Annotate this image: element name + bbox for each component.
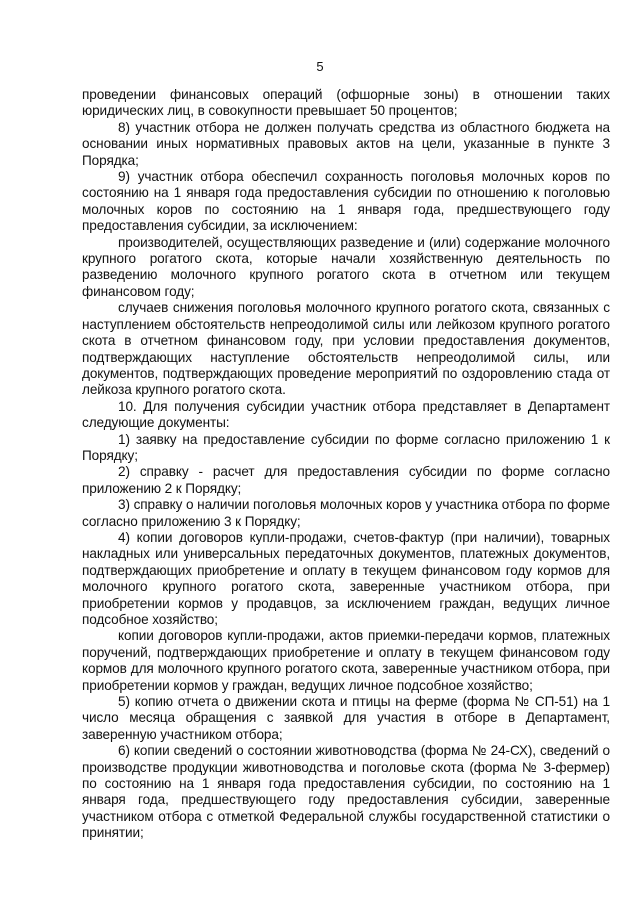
- paragraph: 10. Для получения субсидии участник отбора представляет в Департамент следующие документы:: [82, 398, 610, 431]
- paragraph: 3) справку о наличии поголовья молочных коров у участника отбора по форме согласно приложению 3 к Порядку;: [82, 497, 610, 529]
- document-body: [82, 87, 610, 842]
- paragraph: 6) копии сведений о состоянии животноводства (форма № 24-СХ), сведений о производстве продукции животноводства и поголовье скота (форма № 3-фермер) по состоянию на 1 января года предоставления субсидии, по состоянию на 1 января года, предшествующего году предоставления субсидии, заверенные участником отбора с отметкой Федеральной службы государственной статистики о принятии;: [82, 743, 610, 841]
- paragraph: 2) справку - расчет для предоставления субсидии по форме согласно приложению 2 к Порядку;: [82, 464, 610, 496]
- paragraph: 9) участник отбора обеспечил сохранность поголовья молочных коров по состоянию на 1 января года предоставления субсидии по отношению к поголовью молочных коров по состоянию на 1 января года, предшествующего году предоставления субсидии, за исключением:: [82, 169, 610, 234]
- paragraph: 1) заявку на предоставление субсидии по форме согласно приложению 1 к Порядку;: [82, 431, 610, 463]
- paragraph: случаев снижения поголовья молочного крупного рогатого скота, связанных с наступлением обстоятельств непреодолимой силы или лейкозом крупного рогатого скота в отчетном финансовом году, при условии предоставления документов, подтверждающих наступление обстоятельств непреодолимой силы, или документов, подтверждающих проведение мероприятий по оздоровлению стада от лейкоза крупного рогатого скота.: [82, 300, 610, 398]
- paragraph: 5) копию отчета о движении скота и птицы на ферме (форма № СП-51) на 1 число месяца обращения с заявкой для участия в отборе в Департамент, заверенную участником отбора;: [82, 694, 610, 742]
- paragraph: проведении финансовых операций (офшорные зоны) в отношении таких юридических лиц, в совокупности превышает 50 процентов;: [82, 87, 610, 119]
- page-number: 5: [316, 59, 324, 74]
- paragraph: копии договоров купли-продажи, актов приемки-передачи кормов, платежных поручений, подтверждающих приобретение и оплату в текущем финансовом году кормов для молочного крупного рогатого скота, заверенные участником отбора, при приобретении кормов у граждан, ведущих личное подсобное хозяйство;: [82, 628, 610, 693]
- paragraph: производителей, осуществляющих разведение и (или) содержание молочного крупного рогатого скота, которые начали хозяйственную деятельность по разведению молочного крупного рогатого скота в отчетном или текущем финансовом году;: [82, 234, 610, 299]
- paragraph: 4) копии договоров купли-продажи, счетов-фактур (при наличии), товарных накладных или универсальных передаточных документов, платежных документов, подтверждающих приобретение и оплату в текущем финансовом году кормов для молочного крупного рогатого скота, заверенные участником отбора, при приобретении кормов у продавцов, за исключением граждан, ведущих личное подсобное хозяйство;: [82, 529, 610, 627]
- paragraph: 8) участник отбора не должен получать средства из областного бюджета на основании иных нормативных правовых актов на цели, указанные в пункте 3 Порядка;: [82, 119, 610, 168]
